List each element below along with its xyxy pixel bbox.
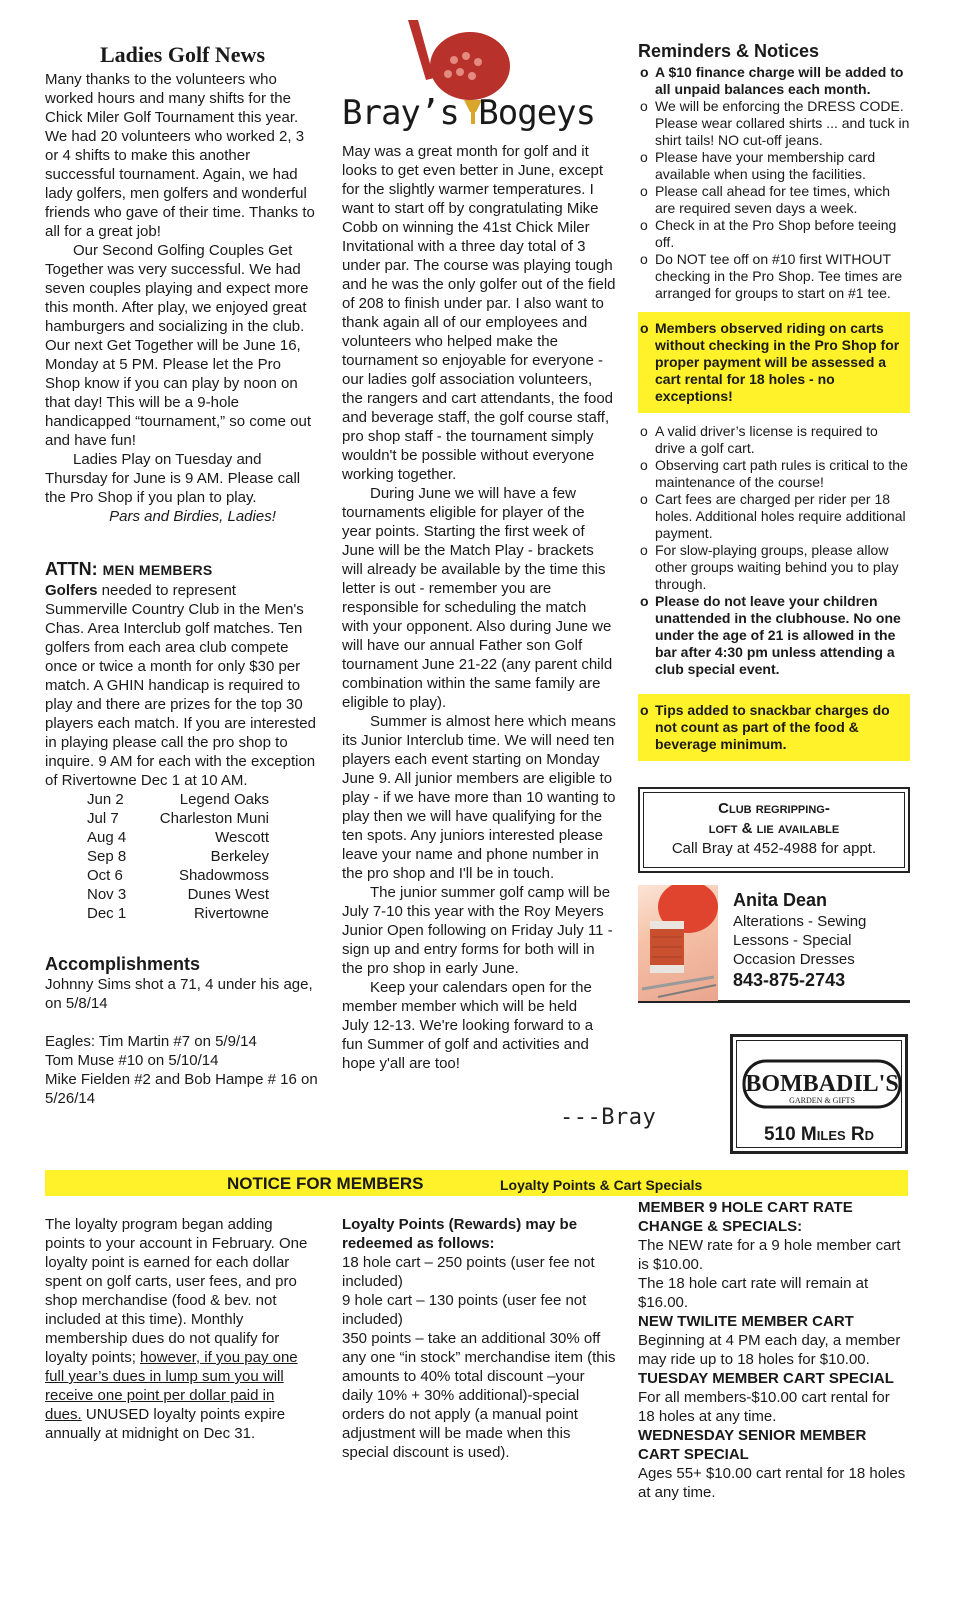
ladies-p2: Our Second Golfing Couples Get Together was very successful. We had seven couples playing and expect more this month. After play, we enjoyed great hamburgers and socializing in the club. Our next Get Together will be June 16, Monday at 5 PM. Please let the Pro Shop know if you can play by noon on that day! This will be a 9-hole handicapped “tournament,” so come out and have fun! xyxy=(45,242,311,449)
list-item: o Please have your membership card available when using the facilities. xyxy=(640,149,876,182)
bray-p4: The junior summer golf camp will be July 7-10 this year with the Roy Meyers Junior Open following on Friday July 11 - sign up and entry forms for both will in the pro shop in early June. xyxy=(342,884,613,977)
notice-title: NOTICE FOR MEMBERS xyxy=(227,1174,424,1193)
brays-bogeys-column xyxy=(342,16,617,1073)
twilite-text: Beginning at 4 PM each day, a member may ride up to 18 holes for $10.00. xyxy=(638,1332,901,1368)
notice-subtitle: Loyalty Points & Cart Specials xyxy=(500,1177,703,1193)
redemption-line-3: 350 points – take an additional 30% off any one “in stock” merchandise item (this amounts to 40% total discount –your daily 10% + 30% additional)-special orders do not apply (a manual point adjustment will be made when this special discount is used). xyxy=(342,1330,616,1461)
schedule-row: Jun 2 Legend Oaks xyxy=(87,791,269,808)
cart-specials xyxy=(638,1198,910,1502)
twilite-heading: NEW TWILITE MEMBER CART xyxy=(638,1313,854,1330)
schedule-row: Jul 7 Charleston Muni xyxy=(87,810,269,827)
list-item: o Do NOT tee off on #10 first WITHOUT checking in the Pro Shop. Tee times are arranged for groups to start on #1 tee. xyxy=(640,251,903,301)
tuesday-text: For all members-$10.00 cart rental for 18 holes at any time. xyxy=(638,1389,890,1425)
bray-p3: Summer is almost here which means its Junior Interclub time. We will need ten players each event starting on Monday June 9. All junior members are eligible to play - if we have more than 10 wanting to play then we will have qualifying for the ten spots. Any juniors interested please leave your name and phone number in the pro shop and I'll be in touch. xyxy=(342,713,616,882)
list-item: o Members observed riding on carts without checking in the Pro Shop for proper payment will be assessed a cart rental for 18 holes - no exceptions! xyxy=(640,320,900,404)
loyalty-program-text: The loyalty program began adding points to your account in February. One loyalty point is earned for each dollar spent on golf carts, user fees, and pro shop merchandise (food & bev. not included at this time). Monthly membership dues do not qualify for loyalty points; however, if you pay one full year’s dues in lump sum you will receive one point per dollar paid in dues. UNUSED loyalty points expire annually at midnight on Dec 31. xyxy=(45,1216,308,1442)
list-item: o A $10 finance charge will be added to all unpaid balances each month. xyxy=(640,64,904,97)
interclub-schedule xyxy=(87,790,269,923)
redemption-line-2: 9 hole cart – 130 points (user fee not included) xyxy=(342,1292,587,1328)
attn-golfers: Golfers xyxy=(45,582,98,599)
redemption-heading: Loyalty Points (Rewards) may be redeemed as follows: xyxy=(342,1216,578,1252)
cart-rate-heading: MEMBER 9 HOLE CART RATE CHANGE & SPECIALS: xyxy=(638,1199,853,1235)
reminders-list-1 xyxy=(638,64,910,302)
list-item: o Cart fees are charged per rider per 18 holes. Additional holes require additional payment. xyxy=(640,491,906,541)
reminders-title: Reminders & Notices xyxy=(638,41,820,61)
regrip-line-2: loft & lie available xyxy=(708,820,840,837)
ad-line-1: Alterations - Sewing xyxy=(733,913,867,930)
svg-text:GARDEN & GIFTS: GARDEN & GIFTS xyxy=(789,1096,855,1105)
golf-logo-icon xyxy=(342,16,617,136)
ad-line-3: Occasion Dresses xyxy=(733,951,855,968)
loyalty-redemption xyxy=(342,1215,617,1462)
schedule-row: Oct 6 Shadowmoss xyxy=(87,867,269,884)
tips-notice-highlight xyxy=(638,694,910,761)
ad-line-2: Lessons - Special xyxy=(733,932,852,949)
regrip-line-3: Call Bray at 452-4988 for appt. xyxy=(671,840,877,857)
ladies-signoff: Pars and Birdies, Ladies! xyxy=(109,508,276,525)
list-item: o Observing cart path rules is critical to the maintenance of the course! xyxy=(640,457,908,490)
schedule-row: Aug 4 Wescott xyxy=(87,829,269,846)
acc-4: Mike Fielden #2 and Bob Hampe # 16 on 5/26/14 xyxy=(45,1071,318,1107)
redemption-line-1: 18 hole cart – 250 points (user fee not included) xyxy=(342,1254,595,1290)
reminders-column xyxy=(638,40,910,1003)
sewing-thread-image xyxy=(638,885,718,1001)
attn-heading xyxy=(45,558,320,581)
ladies-golf-title: Ladies Golf News xyxy=(100,42,265,67)
regripping-box xyxy=(638,787,910,873)
tuesday-heading: TUESDAY MEMBER CART SPECIAL xyxy=(638,1370,894,1387)
list-item: o Please do not leave your children unattended in the clubhouse. No one under the age of 21 is allowed in the bar after 4:30 pm unless attending a club special event. xyxy=(640,593,901,677)
ad-phone: 843-875-2743 xyxy=(733,970,846,990)
regrip-line-1: Club regripping- xyxy=(718,800,830,817)
logo-wordmark: Bray’s Bogeys xyxy=(342,93,596,133)
attn-body xyxy=(45,581,320,790)
bombadils-ad xyxy=(730,1034,908,1154)
bray-signature: ---Bray xyxy=(560,1105,657,1130)
ladies-p1: Many thanks to the volunteers who worked hours and many shifts for the Chick Miler Golf Tournament this year. We had 20 volunteers who worked 2, 3 or 4 shifts to make this another successful tournament. Again, we had lady golfers, men golfers and wonderful friends who gave of their time. Thanks to all for a great job! xyxy=(45,71,315,240)
list-item: o For slow-playing groups, please allow other groups waiting behind you to play through. xyxy=(640,542,899,592)
wednesday-heading: WEDNESDAY SENIOR MEMBER CART SPECIAL xyxy=(638,1427,867,1463)
accomplishments-heading: Accomplishments xyxy=(45,954,201,974)
reminders-list-2 xyxy=(638,423,910,678)
cart-notice-highlight xyxy=(638,312,910,413)
attn-label: ATTN: xyxy=(45,559,98,579)
ladies-p3: Ladies Play on Tuesday and Thursday for June is 9 AM. Please call the Pro Shop if you plan to play. xyxy=(45,451,301,506)
attn-body-text: needed to represent Summerville Country Club in the Men's Chas. Area Interclub golf matches. Ten golfers from each area club compete once or twice a month for only $30 per match. A GHIN handicap is required to play and there are prizes for the top 30 players each match. If you are interested in playing please call the pro shop to inquire. 9 AM for each with the exception of Rivertowne Dec 1 at 10 AM. xyxy=(45,582,316,789)
bray-p5: Keep your calendars open for the member member which will be held July 12-13. We're looking forward to a fun Summer of golf and activities and hope y'all are too! xyxy=(342,979,594,1072)
schedule-row: Nov 3 Dunes West xyxy=(87,886,269,903)
bombadils-logo-icon xyxy=(740,1045,904,1125)
list-item: o Check in at the Pro Shop before teeing off. xyxy=(640,217,897,250)
brays-bogeys-logo xyxy=(342,16,617,136)
cart-rate-text-2: The 18 hole cart rate will remain at $16.00. xyxy=(638,1275,869,1311)
ladies-golf-column xyxy=(45,40,320,1108)
dues-underlined: however, if you pay one full year’s dues in lump sum you will receive one point per dollar paid in dues. xyxy=(45,1349,298,1423)
schedule-row: Dec 1 Rivertowne xyxy=(87,905,269,922)
bray-p1: May was a great month for golf and it looks to get even better in June, except for the slightly warmer temperatures. I want to start off by congratulating Mike Cobb on winning the 41st Chick Miler Invitational with a three day total of 3 under par. The course was playing tough and he was the only golfer out of the field of 208 to finish under par. I also want to thank again all of our employees and volunteers who helped make the tournament so enjoyable for everyone - our ladies golf association volunteers, the rangers and cart attendants, the food and beverage staff, the golf course staff, pro shop staff - the tournament simply wouldn't be possible without everyone working together. xyxy=(342,143,616,483)
cart-rate-text-1: The NEW rate for a 9 hole member cart is $10.00. xyxy=(638,1237,901,1273)
notice-band xyxy=(45,1170,908,1196)
acc-2: Eagles: Tim Martin #7 on 5/9/14 xyxy=(45,1033,257,1050)
list-item: o Please call ahead for tee times, which are required seven days a week. xyxy=(640,183,891,216)
ad-name: Anita Dean xyxy=(733,890,828,910)
anita-dean-ad xyxy=(638,885,910,1003)
wednesday-text: Ages 55+ $10.00 cart rental for 18 holes at any time. xyxy=(638,1465,906,1501)
list-item: o We will be enforcing the DRESS CODE. Please wear collared shirts ... and tuck in shirt tails! NO cut-off jeans. xyxy=(640,98,910,148)
attn-sub: MEN MEMBERS xyxy=(102,562,213,578)
svg-text:BOMBADIL'S: BOMBADIL'S xyxy=(745,1071,899,1097)
schedule-row: Sep 8 Berkeley xyxy=(87,848,269,865)
list-item: o Tips added to snackbar charges do not count as part of the food & beverage minimum. xyxy=(640,702,890,752)
bombadils-address: 510 Miles Rd xyxy=(763,1124,875,1145)
list-item: o A valid driver’s license is required to drive a golf cart. xyxy=(640,423,878,456)
bray-p2: During June we will have a few tournaments eligible for player of the year points. Starting the first week of June will be the Match Play - brackets will already be available by the time this letter is out - remember you are responsible for scheduling the match with your opponent. Also during June we will have our annual Father son Golf tournament June 21-22 (any parent child combination within the same family are eligible to play). xyxy=(342,485,613,711)
acc-3: Tom Muse #10 on 5/10/14 xyxy=(45,1052,219,1069)
acc-1: Johnny Sims shot a 71, 4 under his age, on 5/8/14 xyxy=(45,976,313,1012)
